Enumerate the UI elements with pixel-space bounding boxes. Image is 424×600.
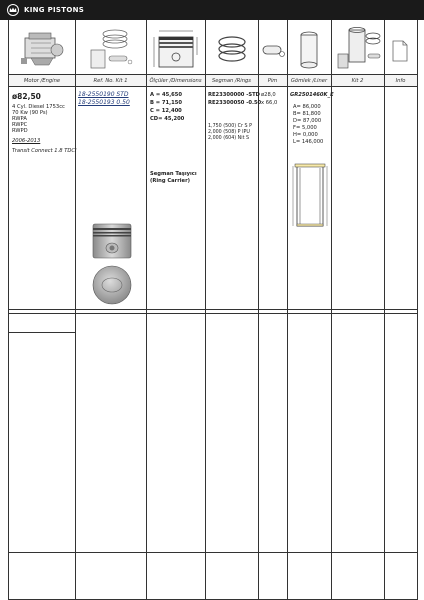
engine-years: 2006-2013 [12,138,41,144]
ring-carrier-label: Segman Taşıyıcı [150,171,197,177]
row-divider [9,86,417,87]
liner-code: GR2501460K_E [290,92,334,98]
engine-desc-line: RWPA [12,116,27,122]
row-divider [9,552,417,553]
row-divider [9,309,417,310]
ref-link-050[interactable]: 18-2550193 0.50 [78,99,130,106]
engine-desc-line: RWPD [12,128,28,134]
header-pin: Pim [267,78,278,84]
top-bar [0,0,424,20]
ring-carrier-label-en: (Ring Carrier) [150,178,191,184]
liner-spec: B= 81,800 [293,111,321,117]
pin-diameter: ø28,0 [261,92,276,98]
header-rings: Segman /Rings [211,78,252,84]
col-divider [331,20,332,600]
header-liner: Gömlek /Liner [290,78,328,84]
engine-desc-line: 4 Cyl. Diesel 1753cc [12,104,65,110]
rings-icon [216,32,248,66]
ring-spec: 1,750 (500) Cr S P [208,124,252,129]
ring-spec: 2,000 (604) Nit S [208,136,250,141]
ref-link-std[interactable]: 18-2550190 STD [78,91,129,98]
dimension-c: C = 12,400 [150,108,182,114]
liner-spec: F= 5,000 [293,125,317,131]
piston-dimension-drawing [149,25,203,73]
ring-spec: 2,000 (508) P IPU [208,130,250,135]
col-divider [258,20,259,600]
liner-spec: D= 87,000 [293,118,322,124]
pin-length: x 66,0 [261,100,278,106]
piston-side-image [89,222,135,260]
full-kit-icon [335,24,383,72]
engine-model: Transit Connect 1.8 TDCi [12,148,77,154]
col-divider [75,20,76,600]
header-dimensions: Ölçüler /Dimensions [149,78,202,84]
col-divider [384,20,385,600]
row-divider [9,313,417,314]
brand-name: KING PISTONS [24,6,85,14]
header-kit2: Kit 2 [351,78,364,84]
liner-drawing [291,160,329,232]
piston-kit-icon [85,26,137,72]
pin-icon [260,42,286,60]
engine-desc-line: 70 Kw (90 Ps) [12,110,48,116]
catalog-sheet [8,20,418,600]
document-icon [391,40,409,62]
row-divider [9,332,75,333]
engine-desc-line: RWPC [12,122,28,128]
engine-icon [17,28,67,70]
ring-code-std: RE23300000 -STD [208,92,260,98]
col-divider [146,20,147,600]
header-ref: Ref. No. Kit 1 [93,78,128,84]
dimension-a: A = 45,650 [150,92,182,98]
crown-icon [6,4,20,16]
dimension-cd: CD= 45,200 [150,116,185,122]
brand-logo [6,4,84,16]
row-divider [9,74,417,75]
dimension-b: B = 71,150 [150,100,182,106]
ring-code-050: RE23300050 -0.50 [208,100,262,106]
liner-spec: L= 146,000 [293,139,324,145]
engine-bore: ø82,50 [12,92,41,101]
header-info: Info [395,78,406,84]
piston-top-image [91,264,133,306]
liner-icon [297,30,321,70]
col-divider [205,20,206,600]
liner-spec: H= 0,000 [293,132,318,138]
col-divider [287,20,288,600]
liner-spec: A= 86,000 [293,104,321,110]
header-motor: Motor /Engine [23,78,61,84]
